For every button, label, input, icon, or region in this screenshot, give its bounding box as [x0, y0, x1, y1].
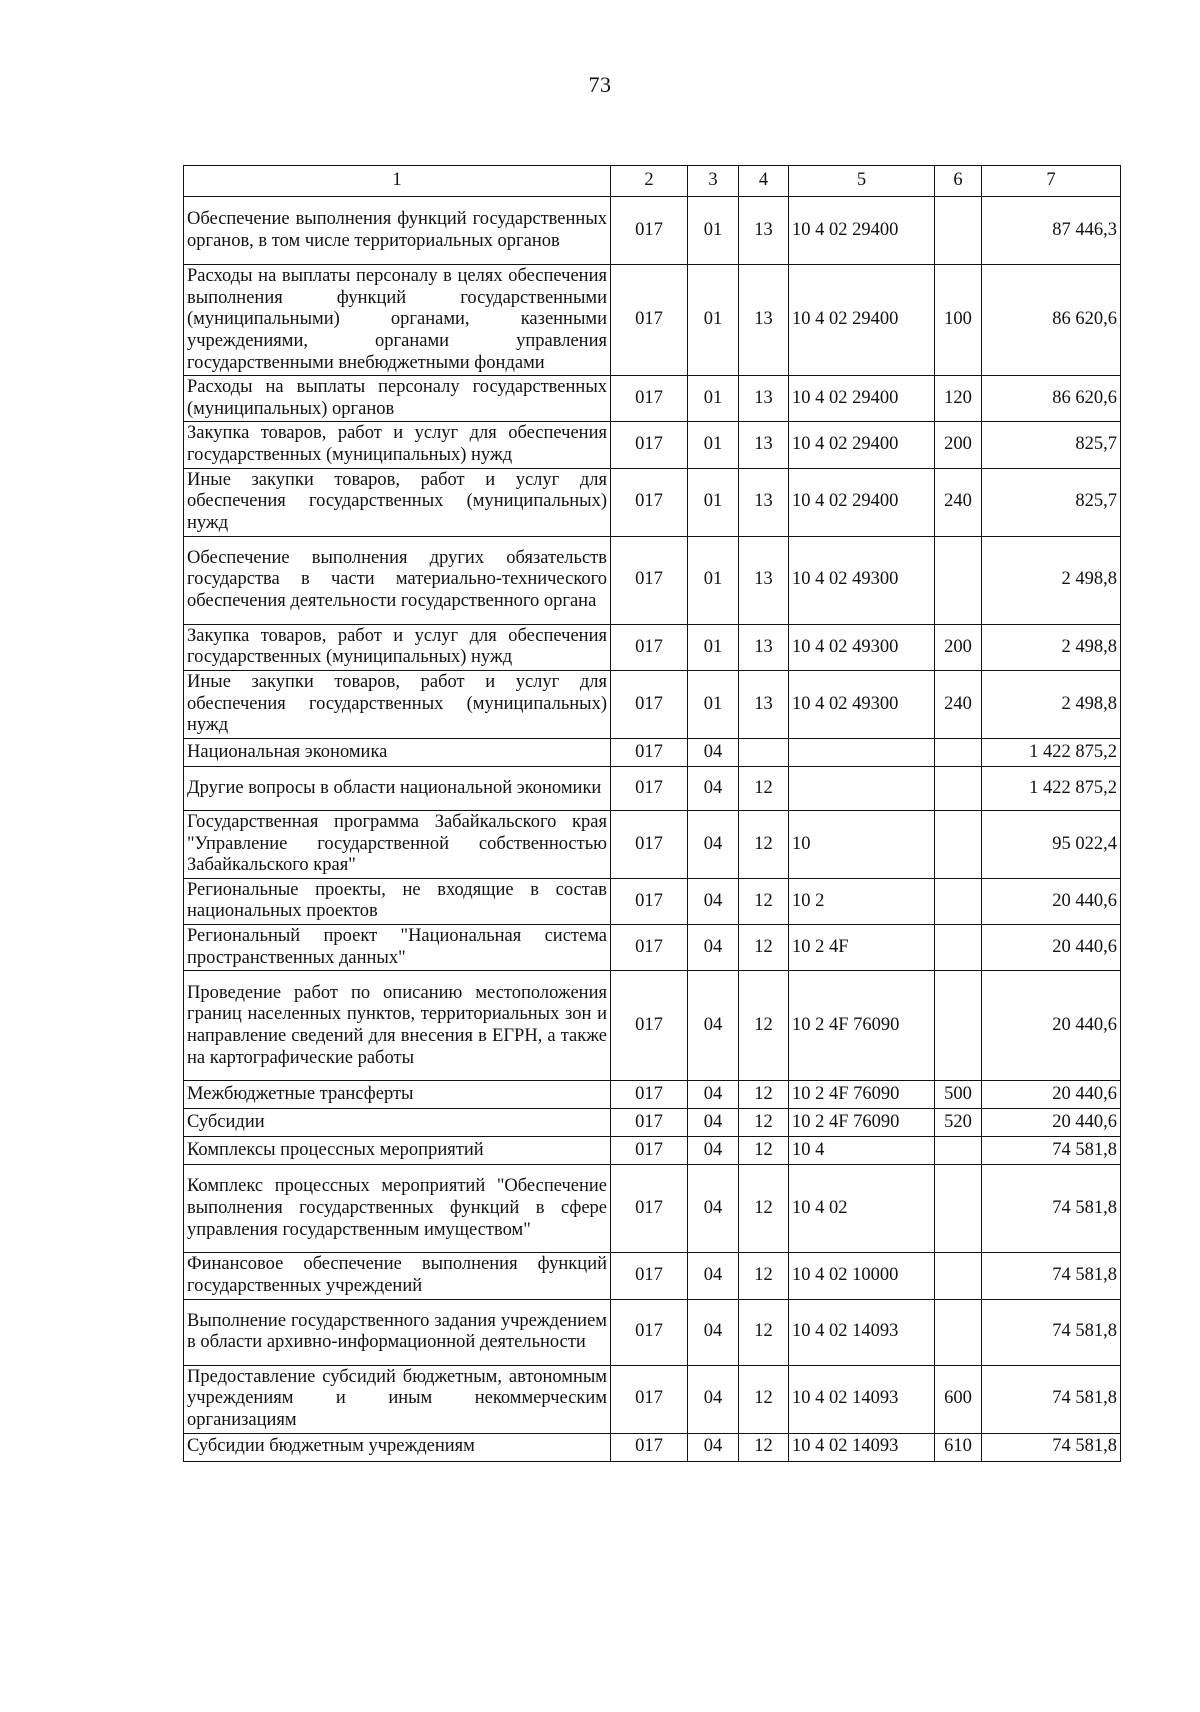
- row-description: Другие вопросы в области национальной экономики: [184, 766, 611, 810]
- page-number: 73: [588, 72, 612, 97]
- cell-expense-type: 200: [935, 422, 982, 468]
- table-row: [184, 1137, 1121, 1165]
- cell-amount: 74 581,8: [982, 1299, 1121, 1365]
- cell-target-article: 10 4 02 49300: [789, 670, 935, 738]
- cell-expense-type: [935, 971, 982, 1081]
- cell-subsection-code: 13: [739, 624, 789, 670]
- cell-subsection-code: 12: [739, 1165, 789, 1253]
- row-description: Расходы на выплаты персоналу государственных (муниципальных) органов: [184, 376, 611, 422]
- cell-expense-type: [935, 878, 982, 924]
- cell-subsection-code: 13: [739, 376, 789, 422]
- cell-expense-type: [935, 536, 982, 624]
- cell-section-code: 04: [688, 1433, 739, 1461]
- cell-amount: 2 498,8: [982, 670, 1121, 738]
- cell-ministry-code: 017: [611, 624, 688, 670]
- cell-ministry-code: 017: [611, 1299, 688, 1365]
- column-header: 7: [982, 166, 1121, 197]
- cell-amount: 86 620,6: [982, 376, 1121, 422]
- table-row: [184, 1081, 1121, 1109]
- cell-section-code: 01: [688, 624, 739, 670]
- cell-amount: 825,7: [982, 468, 1121, 536]
- row-description: Предоставление субсидий бюджетным, автономным учреждениям и иным некоммерческим организациям: [184, 1365, 611, 1433]
- cell-target-article: [789, 766, 935, 810]
- cell-ministry-code: 017: [611, 468, 688, 536]
- cell-amount: 2 498,8: [982, 536, 1121, 624]
- cell-subsection-code: 12: [739, 1137, 789, 1165]
- table-row: [184, 536, 1121, 624]
- table-row: [184, 1165, 1121, 1253]
- cell-subsection-code: 13: [739, 197, 789, 265]
- cell-subsection-code: 12: [739, 1081, 789, 1109]
- cell-amount: 74 581,8: [982, 1165, 1121, 1253]
- cell-expense-type: [935, 197, 982, 265]
- table-row: [184, 1433, 1121, 1461]
- table-row: [184, 1109, 1121, 1137]
- table-row: [184, 810, 1121, 878]
- table-row: [184, 925, 1121, 971]
- cell-target-article: 10 4 02 29400: [789, 422, 935, 468]
- column-header: 6: [935, 166, 982, 197]
- cell-subsection-code: 13: [739, 670, 789, 738]
- cell-subsection-code: 12: [739, 925, 789, 971]
- row-description: Проведение работ по описанию местоположения границ населенных пунктов, территориальных зон и направление сведений для внесения в ЕГРН, а также на картографические работы: [184, 971, 611, 1081]
- cell-amount: 20 440,6: [982, 925, 1121, 971]
- row-description: Выполнение государственного задания учреждением в области архивно-информационной деятельности: [184, 1299, 611, 1365]
- cell-amount: 87 446,3: [982, 197, 1121, 265]
- cell-ministry-code: 017: [611, 810, 688, 878]
- cell-ministry-code: 017: [611, 925, 688, 971]
- cell-subsection-code: 12: [739, 810, 789, 878]
- cell-section-code: 04: [688, 1109, 739, 1137]
- cell-target-article: 10 4 02 29400: [789, 376, 935, 422]
- cell-expense-type: [935, 925, 982, 971]
- cell-target-article: 10 2: [789, 878, 935, 924]
- cell-target-article: 10 4 02 49300: [789, 624, 935, 670]
- cell-ministry-code: 017: [611, 670, 688, 738]
- row-description: Иные закупки товаров, работ и услуг для обеспечения государственных (муниципальных) нужд: [184, 468, 611, 536]
- cell-expense-type: 120: [935, 376, 982, 422]
- cell-section-code: 01: [688, 468, 739, 536]
- cell-section-code: 04: [688, 810, 739, 878]
- table-row: [184, 1253, 1121, 1299]
- cell-ministry-code: 017: [611, 1109, 688, 1137]
- row-description: Обеспечение выполнения других обязательств государства в части материально-технического обеспечения деятельности государственного органа: [184, 536, 611, 624]
- budget-table: [183, 165, 1121, 1462]
- cell-section-code: 01: [688, 670, 739, 738]
- cell-section-code: 01: [688, 265, 739, 376]
- cell-subsection-code: 13: [739, 468, 789, 536]
- table-row: [184, 1299, 1121, 1365]
- row-description: Субсидии бюджетным учреждениям: [184, 1433, 611, 1461]
- cell-section-code: 04: [688, 1299, 739, 1365]
- cell-amount: 20 440,6: [982, 971, 1121, 1081]
- cell-target-article: 10 2 4F: [789, 925, 935, 971]
- cell-section-code: 04: [688, 1253, 739, 1299]
- cell-section-code: 01: [688, 197, 739, 265]
- cell-amount: 74 581,8: [982, 1433, 1121, 1461]
- cell-ministry-code: 017: [611, 1137, 688, 1165]
- cell-target-article: [789, 738, 935, 766]
- cell-expense-type: [935, 1137, 982, 1165]
- row-description: Закупка товаров, работ и услуг для обеспечения государственных (муниципальных) нужд: [184, 422, 611, 468]
- cell-subsection-code: 13: [739, 422, 789, 468]
- cell-expense-type: [935, 810, 982, 878]
- cell-target-article: 10 2 4F 76090: [789, 971, 935, 1081]
- cell-amount: 74 581,8: [982, 1365, 1121, 1433]
- cell-section-code: 01: [688, 422, 739, 468]
- table-row: [184, 766, 1121, 810]
- cell-section-code: 04: [688, 878, 739, 924]
- cell-subsection-code: [739, 738, 789, 766]
- cell-amount: 20 440,6: [982, 1081, 1121, 1109]
- cell-ministry-code: 017: [611, 422, 688, 468]
- cell-section-code: 04: [688, 1081, 739, 1109]
- cell-subsection-code: 12: [739, 766, 789, 810]
- cell-subsection-code: 13: [739, 536, 789, 624]
- cell-section-code: 04: [688, 925, 739, 971]
- cell-expense-type: 520: [935, 1109, 982, 1137]
- column-header: 1: [184, 166, 611, 197]
- cell-expense-type: 240: [935, 670, 982, 738]
- cell-subsection-code: 12: [739, 1109, 789, 1137]
- cell-expense-type: 100: [935, 265, 982, 376]
- cell-target-article: 10 4 02: [789, 1165, 935, 1253]
- row-description: Государственная программа Забайкальского края "Управление государственной собственностью Забайкальского края": [184, 810, 611, 878]
- cell-target-article: 10 4 02 14093: [789, 1299, 935, 1365]
- cell-expense-type: 610: [935, 1433, 982, 1461]
- table-row: [184, 376, 1121, 422]
- table-row: [184, 738, 1121, 766]
- cell-amount: 95 022,4: [982, 810, 1121, 878]
- column-header: 4: [739, 166, 789, 197]
- cell-section-code: 04: [688, 1165, 739, 1253]
- cell-section-code: 04: [688, 1365, 739, 1433]
- row-description: Иные закупки товаров, работ и услуг для обеспечения государственных (муниципальных) нужд: [184, 670, 611, 738]
- table-body: [184, 197, 1121, 1462]
- cell-ministry-code: 017: [611, 1433, 688, 1461]
- cell-section-code: 04: [688, 1137, 739, 1165]
- cell-target-article: 10 2 4F 76090: [789, 1109, 935, 1137]
- table-row: [184, 197, 1121, 265]
- table-row: [184, 971, 1121, 1081]
- cell-expense-type: 200: [935, 624, 982, 670]
- cell-target-article: 10 4 02 10000: [789, 1253, 935, 1299]
- cell-target-article: 10 4 02 29400: [789, 265, 935, 376]
- cell-ministry-code: 017: [611, 197, 688, 265]
- row-description: Комплексы процессных мероприятий: [184, 1137, 611, 1165]
- cell-amount: 1 422 875,2: [982, 738, 1121, 766]
- cell-expense-type: [935, 766, 982, 810]
- cell-amount: 74 581,8: [982, 1253, 1121, 1299]
- cell-amount: 2 498,8: [982, 624, 1121, 670]
- table-row: [184, 624, 1121, 670]
- column-header: 5: [789, 166, 935, 197]
- cell-section-code: 01: [688, 376, 739, 422]
- cell-target-article: 10 4 02 49300: [789, 536, 935, 624]
- cell-amount: 74 581,8: [982, 1137, 1121, 1165]
- cell-amount: 20 440,6: [982, 1109, 1121, 1137]
- cell-ministry-code: 017: [611, 1165, 688, 1253]
- table-row: [184, 878, 1121, 924]
- row-description: Расходы на выплаты персоналу в целях обеспечения выполнения функций государственными (муниципальными) органами, казенными учреждениями, органами управления государственными внебюджетными фондами: [184, 265, 611, 376]
- cell-subsection-code: 12: [739, 971, 789, 1081]
- cell-expense-type: [935, 1165, 982, 1253]
- cell-section-code: 04: [688, 971, 739, 1081]
- cell-subsection-code: 12: [739, 878, 789, 924]
- cell-subsection-code: 12: [739, 1365, 789, 1433]
- cell-target-article: 10 4 02 29400: [789, 468, 935, 536]
- row-description: Обеспечение выполнения функций государственных органов, в том числе территориальных органов: [184, 197, 611, 265]
- cell-expense-type: 600: [935, 1365, 982, 1433]
- cell-section-code: 01: [688, 536, 739, 624]
- cell-ministry-code: 017: [611, 536, 688, 624]
- column-header: 3: [688, 166, 739, 197]
- row-description: Комплекс процессных мероприятий "Обеспечение выполнения государственных функций в сфере управления государственным имуществом": [184, 1165, 611, 1253]
- table-row: [184, 265, 1121, 376]
- cell-section-code: 04: [688, 738, 739, 766]
- cell-expense-type: 240: [935, 468, 982, 536]
- row-description: Межбюджетные трансферты: [184, 1081, 611, 1109]
- cell-expense-type: 500: [935, 1081, 982, 1109]
- table-row: [184, 468, 1121, 536]
- row-description: Региональный проект "Национальная система пространственных данных": [184, 925, 611, 971]
- cell-expense-type: [935, 1253, 982, 1299]
- cell-subsection-code: 12: [739, 1299, 789, 1365]
- cell-subsection-code: 13: [739, 265, 789, 376]
- cell-ministry-code: 017: [611, 1253, 688, 1299]
- row-description: Региональные проекты, не входящие в состав национальных проектов: [184, 878, 611, 924]
- cell-ministry-code: 017: [611, 766, 688, 810]
- cell-target-article: 10 4: [789, 1137, 935, 1165]
- cell-target-article: 10 2 4F 76090: [789, 1081, 935, 1109]
- cell-subsection-code: 12: [739, 1433, 789, 1461]
- row-description: Финансовое обеспечение выполнения функций государственных учреждений: [184, 1253, 611, 1299]
- cell-expense-type: [935, 1299, 982, 1365]
- cell-amount: 86 620,6: [982, 265, 1121, 376]
- cell-section-code: 04: [688, 766, 739, 810]
- cell-amount: 825,7: [982, 422, 1121, 468]
- cell-ministry-code: 017: [611, 878, 688, 924]
- column-header: 2: [611, 166, 688, 197]
- cell-subsection-code: 12: [739, 1253, 789, 1299]
- table-row: [184, 422, 1121, 468]
- cell-ministry-code: 017: [611, 1081, 688, 1109]
- row-description: Национальная экономика: [184, 738, 611, 766]
- cell-target-article: 10 4 02 29400: [789, 197, 935, 265]
- cell-amount: 20 440,6: [982, 878, 1121, 924]
- cell-ministry-code: 017: [611, 265, 688, 376]
- cell-target-article: 10: [789, 810, 935, 878]
- cell-ministry-code: 017: [611, 1365, 688, 1433]
- cell-ministry-code: 017: [611, 738, 688, 766]
- cell-ministry-code: 017: [611, 376, 688, 422]
- cell-ministry-code: 017: [611, 971, 688, 1081]
- row-description: Закупка товаров, работ и услуг для обеспечения государственных (муниципальных) нужд: [184, 624, 611, 670]
- header-row: [184, 166, 1121, 197]
- cell-target-article: 10 4 02 14093: [789, 1433, 935, 1461]
- cell-expense-type: [935, 738, 982, 766]
- table-row: [184, 1365, 1121, 1433]
- cell-target-article: 10 4 02 14093: [789, 1365, 935, 1433]
- cell-amount: 1 422 875,2: [982, 766, 1121, 810]
- row-description: Субсидии: [184, 1109, 611, 1137]
- table-row: [184, 670, 1121, 738]
